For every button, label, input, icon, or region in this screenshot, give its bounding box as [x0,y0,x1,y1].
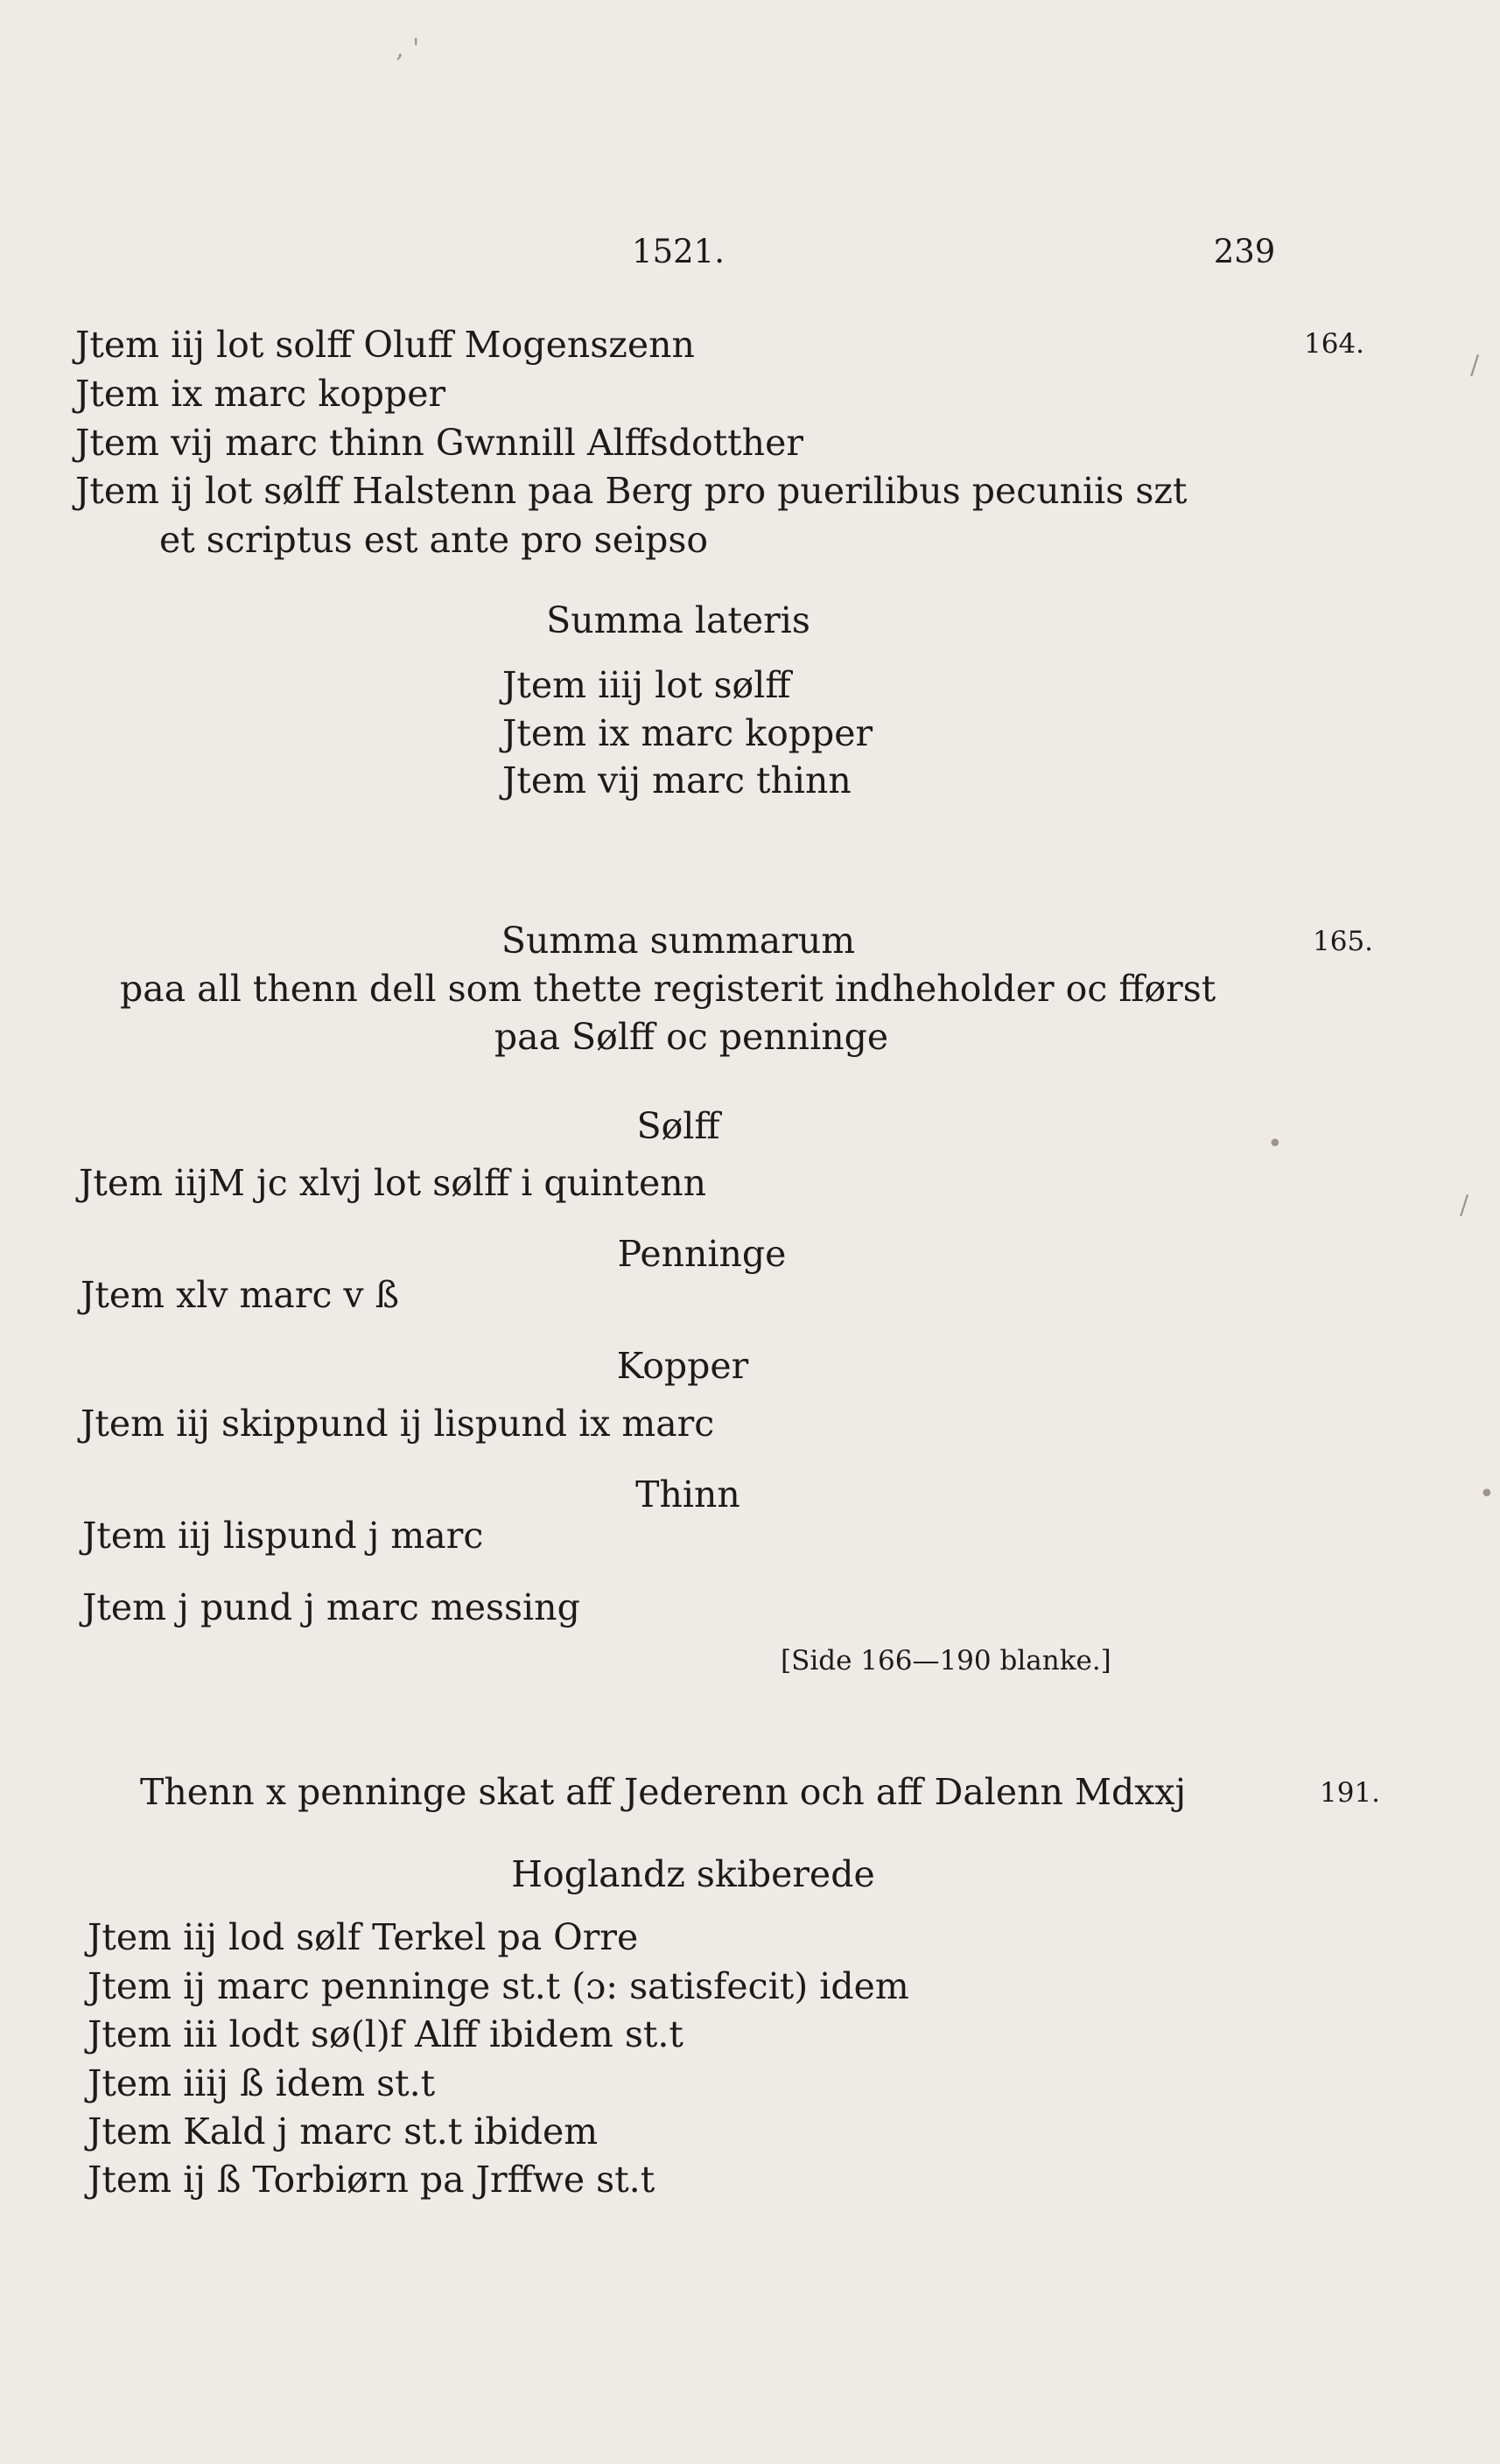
margin-number: 164. [1304,328,1365,360]
summa-line: Jtem vij marc thinn [502,760,852,802]
summa-line: Jtem ix marc kopper [502,712,873,754]
page-number: 239 [1213,233,1276,270]
scan-mark: • [1267,1129,1283,1159]
entry-line: Jtem ij marc penninge st.t (ɔ: satisfecit) idem [88,1965,909,2007]
messing-line: Jtem j pund j marc messing [82,1586,580,1628]
margin-number: 191. [1320,1777,1381,1809]
entry-line: Jtem ij ß Torbiørn pa Jrffwe st.t [88,2159,655,2201]
entry-line: et scriptus est ante pro seipso [159,519,709,561]
kopper-line: Jtem iij skippund ij lispund ix marc [81,1403,715,1445]
scan-mark: / [1460,1190,1469,1221]
entry-line: Jtem iii lodt sø(l)f Alff ibidem st.t [88,2013,683,2055]
thinn-heading: Thinn [635,1474,740,1516]
solff-line: Jtem iijM jc xlvj lot sølff i quintenn [79,1162,707,1204]
entry-line: Jtem iiij ß idem st.t [88,2062,436,2104]
entry-line: Jtem Kald j marc st.t ibidem [88,2110,599,2152]
margin-number: 165. [1313,926,1374,957]
blank-pages-note: [Side 166—190 blanke.] [781,1645,1111,1676]
solff-heading: Sølff [636,1105,720,1147]
scan-mark: • [1479,1479,1495,1509]
scan-mark: / [1470,350,1480,381]
summa-summarum-heading: Summa summarum [501,920,856,962]
entry-line: Jtem iij lot solff Oluff Mogenszenn [75,324,695,366]
kopper-heading: Kopper [616,1345,749,1387]
penninge-heading: Penninge [617,1233,787,1275]
thinn-line: Jtem iij lispund j marc [82,1515,484,1557]
entry-line: Jtem vij marc thinn Gwnnill Alffsdotther [75,422,803,464]
section-title: Thenn x penninge skat aff Jederenn och aff Dalenn Mdxxj [140,1771,1187,1813]
entry-line: Jtem ij lot sølff Halstenn paa Berg pro puerilibus pecuniis szt [75,470,1188,512]
intro-line: paa all thenn dell som thette registerit indheholder oc fførst [120,968,1216,1010]
summa-line: Jtem iiij lot sølff [502,664,791,706]
entry-line: Jtem iij lod sølf Terkel pa Orre [88,1916,639,1958]
page-year: 1521. [632,233,725,270]
scan-mark: ‚ ' [396,33,420,64]
penninge-line: Jtem xlv marc v ß [81,1274,400,1316]
intro-line: paa Sølff oc penninge [494,1016,889,1058]
summa-lateris-heading: Summa lateris [546,599,810,641]
entry-line: Jtem ix marc kopper [75,373,446,415]
section-subtitle: Hoglandz skiberede [511,1853,875,1895]
